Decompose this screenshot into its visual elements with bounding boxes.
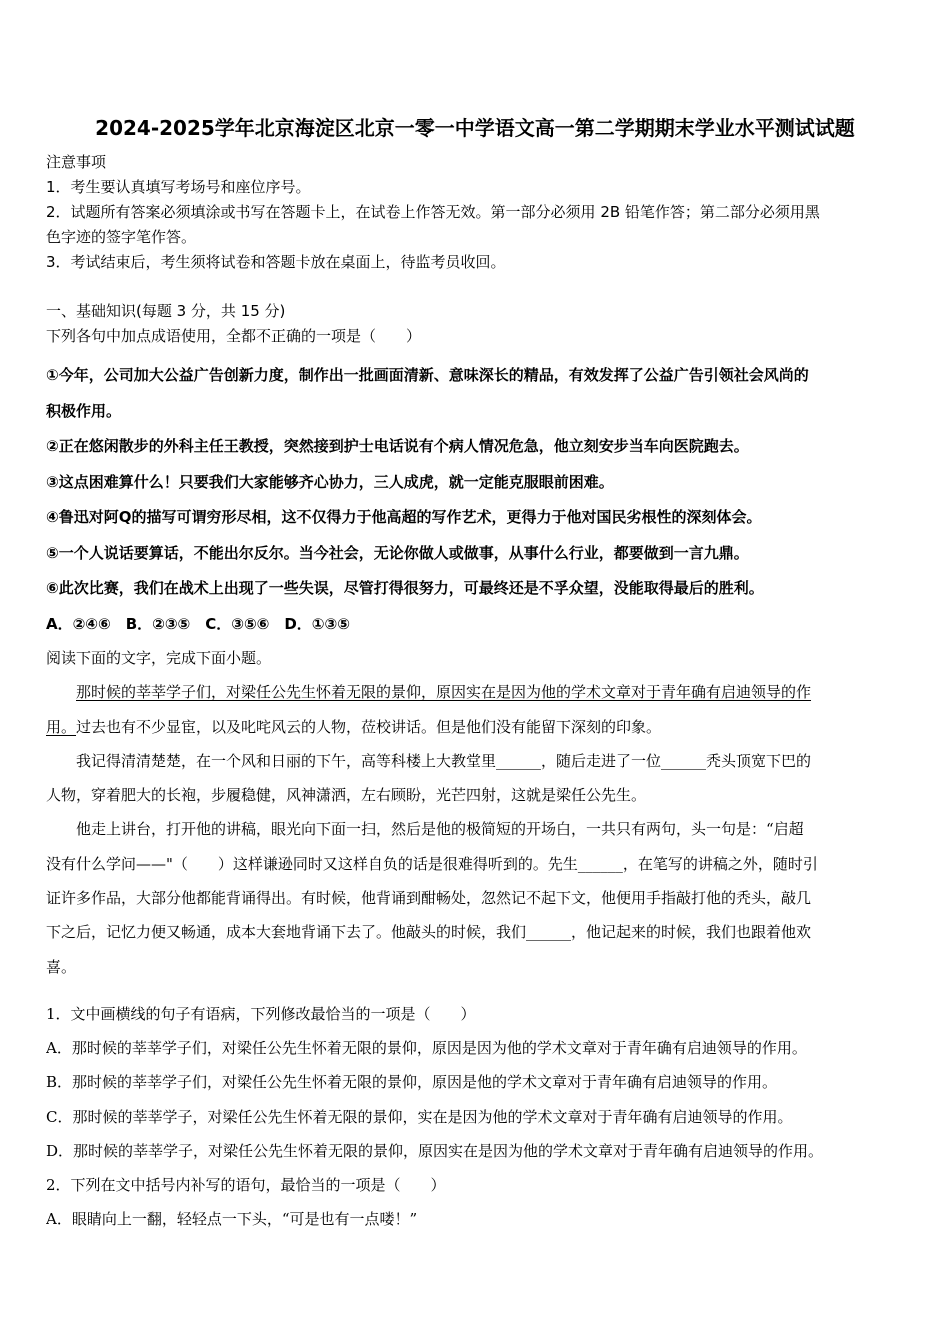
reading-intro: 阅读下面的文字，完成下面小题。 xyxy=(46,649,272,667)
section1-question: 下列各句中加点成语使用，全都不正确的一项是（ ） xyxy=(46,327,422,345)
sentence-3: ③这点困难算什么！只要我们大家能够齐心协力，三人成虎，就一定能克服眼前困难。 xyxy=(46,472,614,491)
sentence-1: ①今年，公司加大公益广告创新力度，制作出一批画面清新、意味深长的精品，有效发挥了公益广告引领社会风尚的 xyxy=(46,366,809,384)
passage-p1-rest: 过去也有不少显宦，以及叱咤风云的人物，莅校讲话。但是他们没有能留下深刻的印象。 xyxy=(76,717,662,736)
sentence-4: ④鲁迅对阿Q的描写可谓穷形尽相，这不仅得力于他高超的写作艺术，更得力于他对国民劣根性的深刻体会。 xyxy=(46,508,762,526)
sentence-5: ⑤一个人说话要算话，不能出尔反尔。当今社会，无论你做人或做事，从事什么行业，都要做到一言九鼎。 xyxy=(46,543,749,562)
reading-passage xyxy=(46,641,906,984)
q2-option-a: A．眼睛向上一翻，轻轻点一下头，“可是也有一点喽！” xyxy=(46,1210,418,1229)
notice-item: 2．试题所有答案必须填涂或书写在答题卡上，在试卷上作答无效。第一部分必须用 2B 铅笔作答；第二部分必须用黑 xyxy=(46,203,820,221)
passage-p3-line5: 喜。 xyxy=(46,957,77,976)
idiom-sentences xyxy=(46,358,906,642)
passage-p1-line1 xyxy=(46,675,906,709)
q1-option-c: C．那时候的莘莘学子，对梁任公先生怀着无限的景仰，实在是因为他的学术文章对于青年确有启迪领导的作用。 xyxy=(46,1107,793,1126)
passage-p3-line4: 下之后，记忆力便又畅通，成本大套地背诵下去了。他敲头的时候，我们______，他记起来的时候，我们也跟着他欢 xyxy=(46,923,812,942)
notice-section xyxy=(46,150,906,275)
passage-p3-line3: 证许多作品，大部分他都能背诵得出。有时候，他背诵到酣畅处，忽然记不起下文，他便用手指敲打他的秃头，敲几 xyxy=(46,889,812,908)
q1-option-d: D．那时候的莘莘学子，对梁任公先生怀着无限的景仰，原因实在是因为他的学术文章对于青年确有启迪领导的作用。 xyxy=(46,1141,824,1160)
passage-p3-line2: 没有什么学问——"（ ）这样谦逊同时又这样自负的话是很难得听到的。先生______，在笔写的讲稿之外，随时引 xyxy=(46,854,818,873)
q1-option-b: B．那时候的莘莘学子们，对梁任公先生怀着无限的景仰，原因是他的学术文章对于青年确有启迪领导的作用。 xyxy=(46,1073,778,1092)
q1-option-a: A．那时候的莘莘学子们，对梁任公先生怀着无限的景仰，原因是因为他的学术文章对于青年确有启迪领导的作用。 xyxy=(46,1039,807,1058)
section1-options: A．②④⑥ B．②③⑤ C．③⑤⑥ D．①③⑤ xyxy=(46,614,350,633)
notice-item: 3．考试结束后，考生须将试卷和答题卡放在桌面上，待监考员收回。 xyxy=(46,253,506,271)
q1-stem: 1．文中画横线的句子有语病，下列修改最恰当的一项是（ ） xyxy=(46,1005,476,1023)
underlined-sentence-end: 用。 xyxy=(46,717,77,736)
section1-heading: 一、基础知识(每题 3 分，共 15 分) xyxy=(46,302,286,320)
sentence-6: ⑥此次比赛，我们在战术上出现了一些失误，尽管打得很努力，可最终还是不孚众望，没能取得最后的胜利。 xyxy=(46,579,764,597)
notice-item: 色字迹的签字笔作答。 xyxy=(46,228,197,246)
notice-item: 1．考生要认真填写考场号和座位序号。 xyxy=(46,178,311,196)
q2-stem: 2．下列在文中括号内补写的语句，最恰当的一项是（ ） xyxy=(46,1176,446,1195)
passage-p2-line2: 人物，穿着肥大的长袍，步履稳健，风神潇洒，左右顾盼，光芒四射，这就是梁任公先生。 xyxy=(46,786,647,805)
sentence-2: ②正在悠闲散步的外科主任王教授，突然接到护士电话说有个病人情况危急，他立刻安步当车向医院跑去。 xyxy=(46,437,749,455)
passage-p2-line1: 我记得清清楚楚，在一个风和日丽的下午，高等科楼上大教堂里______，随后走进了一位______秃头顶宽下巴的 xyxy=(76,751,812,770)
section1-header xyxy=(46,299,906,349)
questions xyxy=(46,997,906,1236)
notice-heading: 注意事项 xyxy=(46,153,107,171)
passage-p1-line2 xyxy=(46,710,906,744)
underlined-sentence: 那时候的莘莘学子们，对梁任公先生怀着无限的景仰，原因实在是因为他的学术文章对于青年确有启迪领导的作 xyxy=(76,683,812,702)
passage-p3-line1: 他走上讲台，打开他的讲稿，眼光向下面一扫，然后是他的极简短的开场白，一共只有两句，头一句是：“启超 xyxy=(76,820,804,839)
sentence-1-cont: 积极作用。 xyxy=(46,401,122,420)
exam-title: 2024-2025学年北京海淀区北京一零一中学语文高一第二学期期末学业水平测试试题 xyxy=(95,116,855,140)
